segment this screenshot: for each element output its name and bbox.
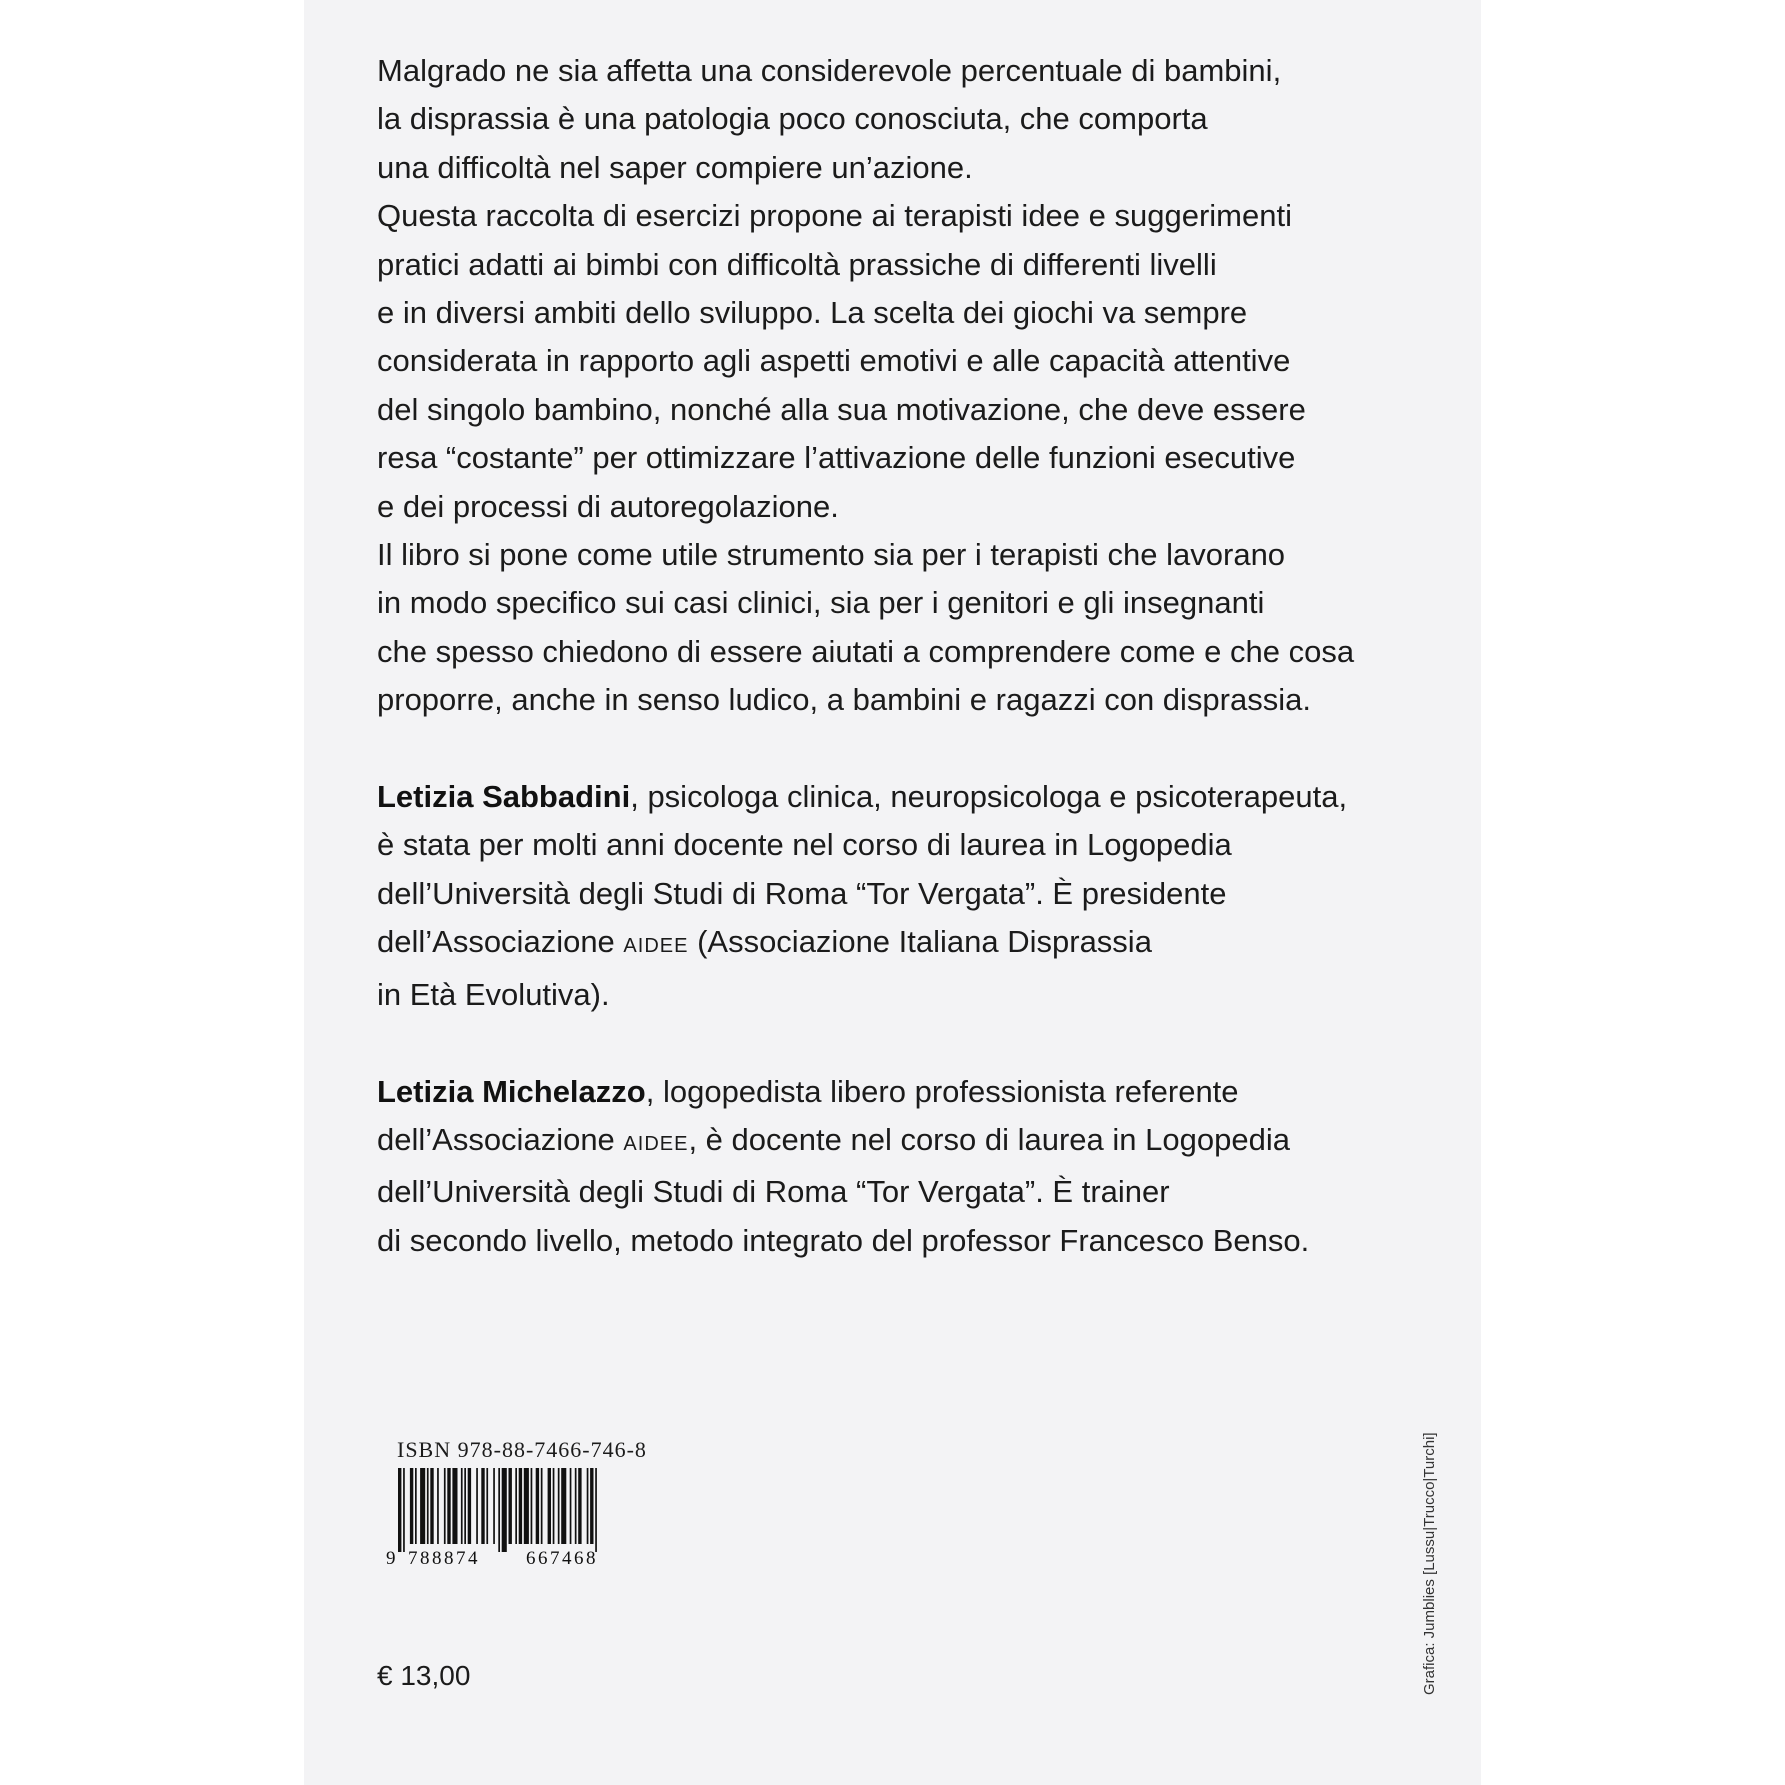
barcode-digits-left: 788874 [408, 1548, 480, 1566]
author-bio-text: dell’Associazione [377, 1121, 624, 1157]
author-bio-line [377, 773, 1377, 821]
author-bio-text: (Associazione Italiana Disprassia [688, 924, 1152, 960]
author-bio-line: di secondo livello, metodo integrato del professor Francesco Benso. [377, 1222, 1310, 1258]
synopsis-line: che spesso chiedono di essere aiutati a comprendere come e che cosa [377, 633, 1355, 669]
author-bio-text: , logopedista libero professionista referente [645, 1073, 1239, 1109]
author-bio-text: dell’Associazione [377, 924, 624, 960]
author-bio-text: , psicologa clinica, neuropsicologa e psicoterapeuta, [630, 779, 1348, 815]
synopsis-line: resa “costante” per ottimizzare l’attivazione delle funzioni esecutive [377, 440, 1296, 476]
author-bio-line [377, 918, 1377, 970]
author-bio-line [377, 1068, 1377, 1116]
author-bio-line [377, 1116, 1377, 1168]
design-credit: Grafica: Jumblies [Lussu|Trucco|Turchi] [1421, 1432, 1438, 1695]
author-name: Letizia Sabbadini [377, 779, 631, 815]
barcode-digit-prefix: 9 [386, 1548, 396, 1566]
synopsis-line: in modo specifico sui casi clinici, sia per i genitori e gli insegnanti [377, 585, 1265, 621]
synopsis-line: e in diversi ambiti dello sviluppo. La scelta dei giochi va sempre [377, 295, 1248, 331]
author-bio-text: , è docente nel corso di laurea in Logopedia [688, 1121, 1290, 1157]
synopsis-line: pratici adatti ai bimbi con difficoltà prassiche di differenti livelli [377, 246, 1217, 282]
price: € 13,00 [377, 1660, 471, 1691]
isbn-label: ISBN 978-88-7466-746-8 [397, 1437, 647, 1462]
synopsis-line: Malgrado ne sia affetta una considerevole percentuale di bambini, [377, 53, 1282, 88]
synopsis-line: Il libro si pone come utile strumento sia per i terapisti che lavorano [377, 537, 1286, 573]
synopsis-line: una difficoltà nel saper compiere un’azione. [377, 149, 973, 185]
barcode-digits-right: 667468 [526, 1548, 598, 1566]
back-cover-text [377, 47, 1377, 1265]
association-acronym: AIDEE [623, 1132, 689, 1155]
synopsis-line: del singolo bambino, nonché alla sua motivazione, che deve essere [377, 391, 1306, 427]
author-bio-sabbadini [377, 773, 1377, 1019]
synopsis-line: e dei processi di autoregolazione. [377, 488, 839, 524]
author-bio-line: dell’Università degli Studi di Roma “Tor Vergata”. È presidente [377, 875, 1227, 911]
barcode [386, 1466, 642, 1566]
synopsis-line: Questa raccolta di esercizi propone ai terapisti idee e suggerimenti [377, 198, 1292, 234]
author-bio-line: in Età Evolutiva). [377, 976, 610, 1012]
author-bio-line: è stata per molti anni docente nel corso di laurea in Logopedia [377, 827, 1232, 863]
author-bio-michelazzo [377, 1068, 1377, 1266]
synopsis-line: proporre, anche in senso ludico, a bambini e ragazzi con disprassia. [377, 682, 1311, 718]
association-acronym: AIDEE [623, 935, 689, 958]
book-back-cover [304, 0, 1481, 1785]
synopsis-line: la disprassia è una patologia poco conosciuta, che comporta [377, 101, 1208, 137]
synopsis-line: considerata in rapporto agli aspetti emotivi e alle capacità attentive [377, 343, 1291, 379]
author-name: Letizia Michelazzo [377, 1073, 646, 1109]
author-bio-line: dell’Università degli Studi di Roma “Tor Vergata”. È trainer [377, 1174, 1170, 1210]
synopsis-paragraph [377, 47, 1377, 725]
